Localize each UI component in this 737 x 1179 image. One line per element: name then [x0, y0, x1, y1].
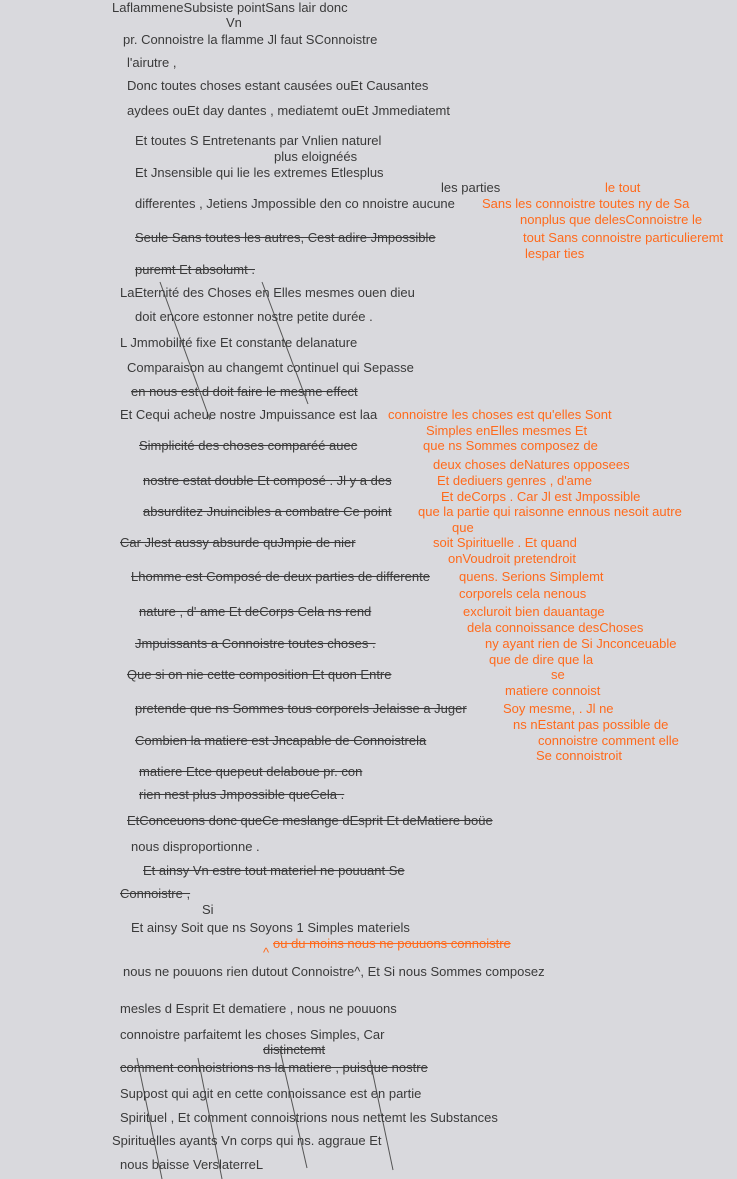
margin-line-25: Soy mesme, . Jl ne: [503, 701, 614, 716]
main-line-34: Connoistre ,: [120, 886, 191, 901]
margin-line-7: connoistre les choses est qu'elles Sont: [388, 407, 612, 422]
main-line-40: mesles d Esprit Et dematiere , nous ne pouuons: [120, 1001, 397, 1016]
main-line-31: EtConceuons donc queCe meslange dEsprit Et deMatiere boüe: [127, 813, 493, 828]
main-line-17: en nous est d doit faire le mesme effect: [131, 384, 358, 399]
margin-line-13: que la partie qui raisonne ennous nesoit autre: [418, 504, 682, 519]
main-line-36: Et ainsy Soit que ns Soyons 1 Simples materiels: [131, 920, 410, 935]
main-line-35: Si: [202, 902, 214, 917]
main-line-39: nous ne pouuons rien dutout Connoistre^, Et Si nous Sommes composez: [123, 964, 545, 979]
main-line-29: matiere Etce quepeut delaboue pr. con: [139, 764, 363, 779]
main-line-45: Spirituel , Et comment connoistrions nous nettemt les Substances: [120, 1110, 498, 1125]
main-line-6: aydees ouEt day dantes , mediatemt ouEt Jmmediatemt: [127, 103, 451, 118]
margin-line-14: que: [452, 520, 474, 535]
margin-line-12: Et deCorps . Car Jl est Jmpossible: [441, 489, 641, 504]
main-line-13: LaEternité des Choses en Elles mesmes ouen dieu: [120, 285, 415, 300]
main-line-23: Lhomme est Composé de deux parties de differente: [131, 569, 430, 584]
main-line-42: distinctemt: [263, 1042, 326, 1057]
margin-line-19: excluroit bien dauantage: [463, 604, 605, 619]
main-line-26: Que si on nie cette composition Et quon Entre: [127, 667, 392, 682]
main-line-28: Combien la matiere est Jncapable de Connoistrela: [135, 733, 427, 748]
main-line-21: absurditez Jnuincibles a combatre Ce point: [143, 504, 392, 519]
main-line-30: rien nest plus Jmpossible queCela .: [139, 787, 345, 802]
margin-line-27: connoistre comment elle: [538, 733, 679, 748]
main-line-44: Suppost qui agit en cette connoissance est en partie: [120, 1086, 422, 1101]
main-line-37: ou du moins nous ne pouuons connoistre: [273, 936, 511, 951]
main-line-47: nous baisse VerslaterreL: [120, 1157, 264, 1172]
main-line-11: Seule Sans toutes les autres, Cest adire Jmpossible: [135, 230, 436, 245]
main-line-10: differentes , Jetiens Jmpossible den co nnoistre aucune: [135, 196, 455, 211]
main-line-41: connoistre parfaitemt les choses Simples, Car: [120, 1027, 385, 1042]
margin-line-23: se: [551, 667, 565, 682]
main-line-33: Et ainsy Vn estre tout materiel ne pouuant Se: [143, 863, 405, 878]
main-line-1: LaflammeneSubsiste pointSans lair donc: [112, 0, 348, 15]
margin-line-21: ny ayant rien de Si Jnconceuable: [485, 636, 677, 651]
main-line-24: nature , d' ame Et deCorps Cela ns rend: [139, 604, 372, 619]
margin-line-11: Et dediuers genres , d'ame: [437, 473, 592, 488]
margin-line-22: que de dire que la: [489, 652, 594, 667]
margin-line-6: lespar ties: [525, 246, 585, 261]
main-line-5: Donc toutes choses estant causées ouEt Causantes: [127, 78, 429, 93]
main-line-3: pr. Connoistre la flamme Jl faut SConnoistre: [123, 32, 378, 47]
margin-line-24: matiere connoist: [505, 683, 601, 698]
main-line-18: Et Cequi acheue nostre Jmpuissance est laa: [120, 407, 378, 422]
margin-line-10: deux choses deNatures opposees: [433, 457, 630, 472]
main-line-16: Comparaison au changemt continuel qui Sepasse: [127, 360, 414, 375]
margin-line-16: onVoudroit pretendroit: [448, 551, 576, 566]
margin-line-1: les parties: [441, 180, 501, 195]
main-line-12: puremt Et absolumt .: [135, 262, 255, 277]
main-line-2: Vn: [226, 15, 242, 30]
main-line-32: nous disproportionne .: [131, 839, 260, 854]
main-line-46: Spirituelles ayants Vn corps qui ns. aggraue Et: [112, 1133, 382, 1148]
main-line-8: plus eloignéés: [274, 149, 358, 164]
main-line-27: pretende que ns Sommes tous corporels Jelaisse a Juger: [135, 701, 467, 716]
margin-line-20: dela connoissance desChoses: [467, 620, 644, 635]
main-line-20: nostre estat double Et composé . Jl y a des: [143, 473, 392, 488]
margin-line-17: quens. Serions Simplemt: [459, 569, 604, 584]
margin-line-8: Simples enElles mesmes Et: [426, 423, 588, 438]
margin-line-28: Se connoistroit: [536, 748, 622, 763]
margin-line-2: le tout: [605, 180, 641, 195]
main-line-38: ^: [263, 945, 270, 960]
main-line-43: comment connoistrions ns la matiere , puisque nostre: [120, 1060, 428, 1075]
margin-line-5: tout Sans connoistre particulieremt: [523, 230, 724, 245]
main-line-4: l'airutre ,: [127, 55, 177, 70]
margin-line-9: que ns Sommes composez de: [423, 438, 598, 453]
margin-line-26: ns nEstant pas possible de: [513, 717, 669, 732]
margin-line-15: soit Spirituelle . Et quand: [433, 535, 577, 550]
main-line-22: Car Jlest aussy absurde quJmpie de nier: [120, 535, 356, 550]
main-line-19: Simplicité des choses comparéé auec: [139, 438, 358, 453]
margin-line-18: corporels cela nenous: [459, 586, 587, 601]
margin-line-4: nonplus que delesConnoistre le: [520, 212, 703, 227]
margin-line-3: Sans les connoistre toutes ny de Sa: [482, 196, 690, 211]
main-line-14: doit encore estonner nostre petite durée .: [135, 309, 373, 324]
main-line-9: Et Jnsensible qui lie les extremes Etlesplus: [135, 165, 384, 180]
main-line-15: L Jmmobilité fixe Et constante delanature: [120, 335, 358, 350]
main-line-25: Jmpuissants a Connoistre toutes choses .: [135, 636, 376, 651]
main-line-7: Et toutes S Entretenants par Vnlien naturel: [135, 133, 382, 148]
